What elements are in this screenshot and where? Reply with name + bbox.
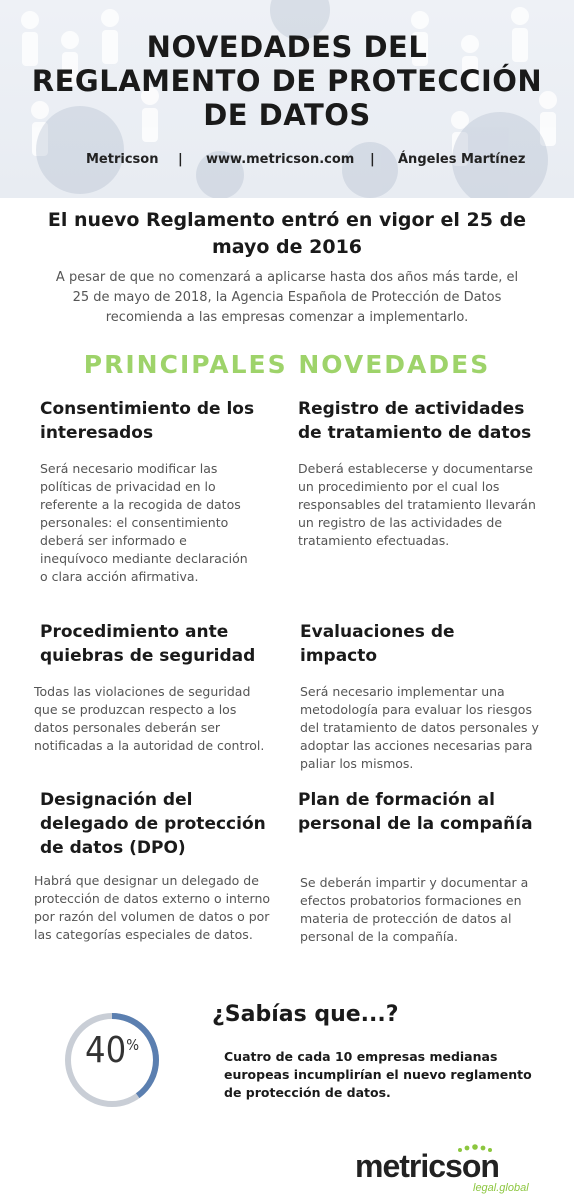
novedad-title: Consentimiento de los interesados — [40, 399, 255, 443]
novedad-body: Todas las violaciones de seguridad que se produzcan respecto a los datos personales deberán ser notificadas a la autoridad de control. — [34, 684, 265, 753]
byline-author: Ángeles Martínez — [398, 152, 526, 167]
percent-number: 40 — [84, 1030, 127, 1071]
title-line: NOVEDADES DEL — [146, 30, 428, 64]
novedad-body: Será necesario implementar una metodología para evaluar los riesgos del tratamiento de datos personales y adoptar las acciones necesarias para paliar los mismos. — [300, 684, 539, 771]
novedad-body: Será necesario modificar las políticas de privacidad en lo referente a la recogida de datos personales: el consentimiento deberá ser informado e inequívoco mediante declaración o clara acción afirmativa. — [40, 461, 248, 584]
sabias-fact: Cuatro de cada 10 empresas medianas europeas incumplirían el nuevo reglamento de protección de datos. — [224, 1049, 532, 1100]
title-line: DE DATOS — [203, 98, 371, 132]
byline-separator: | — [178, 152, 183, 167]
intro-headline: El nuevo Reglamento entró en vigor el 25 de mayo de 2016 — [47, 209, 527, 258]
novedad-title: Procedimiento ante quiebras de seguridad — [40, 622, 256, 666]
percent-label — [62, 1030, 162, 1071]
sabias-heading: ¿Sabías que...? — [212, 1002, 399, 1027]
logo-tagline: legal.global — [473, 1182, 529, 1194]
byline-separator: | — [370, 152, 375, 167]
title-line: REGLAMENTO DE PROTECCIÓN — [31, 64, 543, 98]
novedad-body: Se deberán impartir y documentar a efectos probatorios formaciones en materia de protección de datos al personal de la compañía. — [300, 875, 529, 944]
novedad-title: Plan de formación al personal de la compañía — [298, 790, 533, 834]
byline-website-link[interactable]: www.metricson.com — [206, 152, 355, 167]
section-title: PRINCIPALES NOVEDADES — [83, 350, 491, 379]
novedad-title: Evaluaciones de impacto — [300, 622, 455, 666]
novedad-title: Registro de actividades de tratamiento de datos — [298, 399, 532, 443]
metricson-logo — [355, 1148, 535, 1192]
byline-company: Metricson — [86, 152, 159, 167]
novedad-title: Designación del delegado de protección de datos (DPO) — [40, 790, 266, 858]
novedad-body: Deberá establecerse y documentarse un procedimiento por el cual los responsables del tratamiento llevarán un registro de las actividades de tratamiento efectuadas. — [298, 461, 536, 548]
novedad-body: Habrá que designar un delegado de protección de datos externo o interno por razón del volumen de datos o por las categorías especiales de datos. — [34, 873, 271, 942]
logo-wordmark: metricson — [355, 1148, 499, 1184]
intro-text: A pesar de que no comenzará a aplicarse hasta dos años más tarde, el 25 de mayo de 2018, la Agencia Española de Protección de Datos recomienda a las empresas comenzar a implementarlo. — [55, 270, 519, 325]
header-banner — [0, 0, 574, 198]
page-title — [0, 30, 574, 132]
byline — [0, 152, 574, 172]
percent-sign: % — [126, 1036, 140, 1054]
